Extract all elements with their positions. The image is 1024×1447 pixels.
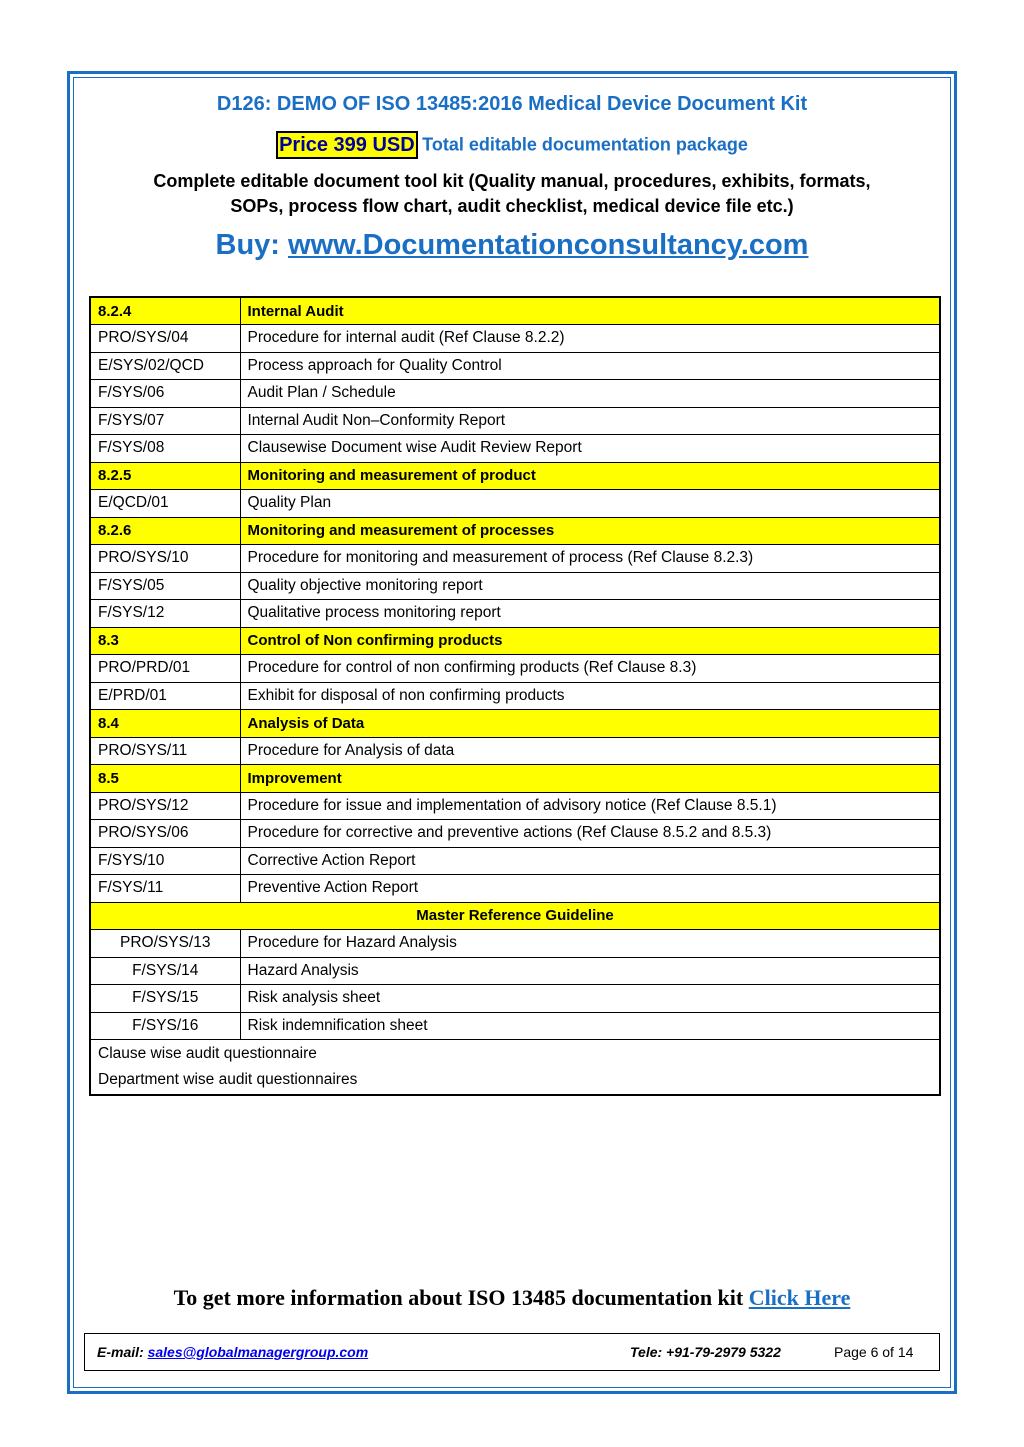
document-code: F/SYS/12 xyxy=(90,600,240,628)
table-row xyxy=(90,655,940,683)
section-header-row xyxy=(90,297,940,325)
footer-email xyxy=(97,1344,368,1360)
document-description: Procedure for control of non confirming products (Ref Clause 8.3) xyxy=(240,655,940,683)
table-row xyxy=(90,957,940,985)
table-row xyxy=(90,847,940,875)
table-row xyxy=(90,682,940,710)
document-code: E/QCD/01 xyxy=(90,490,240,518)
document-code: F/SYS/08 xyxy=(90,435,240,463)
questionnaire-item: Clause wise audit questionnaire xyxy=(90,1040,940,1068)
document-description: Qualitative process monitoring report xyxy=(240,600,940,628)
document-description: Hazard Analysis xyxy=(240,957,940,985)
price-badge: Price 399 USD xyxy=(276,131,418,159)
section-header-row xyxy=(90,462,940,490)
document-code: F/SYS/07 xyxy=(90,407,240,435)
more-info-text: To get more information about ISO 13485 documentation kit xyxy=(173,1285,744,1310)
document-code: F/SYS/05 xyxy=(90,572,240,600)
page-footer xyxy=(84,1333,940,1371)
table-row xyxy=(90,737,940,765)
table-row xyxy=(90,572,940,600)
document-code: F/SYS/10 xyxy=(90,847,240,875)
kit-description xyxy=(90,169,934,219)
section-number: 8.2.5 xyxy=(90,462,240,490)
document-description: Preventive Action Report xyxy=(240,875,940,903)
table-row xyxy=(90,380,940,408)
document-code: F/SYS/14 xyxy=(90,957,240,985)
document-code: PRO/SYS/11 xyxy=(90,737,240,765)
section-header-row xyxy=(90,517,940,545)
document-description: Process approach for Quality Control xyxy=(240,352,940,380)
document-code: PRO/PRD/01 xyxy=(90,655,240,683)
document-code: PRO/SYS/12 xyxy=(90,792,240,820)
master-reference-heading: Master Reference Guideline xyxy=(90,902,940,930)
kit-description-line-1: Complete editable document tool kit (Quality manual, procedures, exhibits, formats, xyxy=(153,171,871,191)
table-row xyxy=(90,1012,940,1040)
section-number: 8.2.6 xyxy=(90,517,240,545)
section-header-row xyxy=(90,765,940,793)
document-description: Procedure for Hazard Analysis xyxy=(240,930,940,958)
table-row xyxy=(90,820,940,848)
table-row xyxy=(90,490,940,518)
section-title: Monitoring and measurement of processes xyxy=(240,517,940,545)
table-row xyxy=(90,875,940,903)
master-reference-row xyxy=(90,902,940,930)
price-description: Total editable documentation package xyxy=(422,134,748,155)
table-row xyxy=(90,600,940,628)
section-header-row xyxy=(90,627,940,655)
document-description: Internal Audit Non–Conformity Report xyxy=(240,407,940,435)
document-description: Procedure for corrective and preventive actions (Ref Clause 8.5.2 and 8.5.3) xyxy=(240,820,940,848)
table-row xyxy=(90,792,940,820)
document-description: Risk indemnification sheet xyxy=(240,1012,940,1040)
section-number: 8.4 xyxy=(90,710,240,738)
table-row xyxy=(90,325,940,353)
document-code: PRO/SYS/04 xyxy=(90,325,240,353)
document-code: F/SYS/15 xyxy=(90,985,240,1013)
section-header-row xyxy=(90,710,940,738)
document-code: F/SYS/11 xyxy=(90,875,240,903)
footer-telephone: Tele: +91-79-2979 5322 xyxy=(630,1344,781,1360)
click-here-link[interactable]: Click Here xyxy=(748,1285,851,1310)
table-row xyxy=(90,545,940,573)
buy-website-link[interactable]: www.Documentationconsultancy.com xyxy=(288,229,809,261)
section-number: 8.3 xyxy=(90,627,240,655)
table-row xyxy=(90,930,940,958)
questionnaire-row xyxy=(90,1067,940,1095)
document-code: F/SYS/06 xyxy=(90,380,240,408)
more-info-line xyxy=(0,1285,1024,1311)
section-title: Monitoring and measurement of product xyxy=(240,462,940,490)
document-description: Risk analysis sheet xyxy=(240,985,940,1013)
document-description: Quality Plan xyxy=(240,490,940,518)
document-code: E/SYS/02/QCD xyxy=(90,352,240,380)
document-description: Procedure for monitoring and measurement of process (Ref Clause 8.2.3) xyxy=(240,545,940,573)
document-description: Audit Plan / Schedule xyxy=(240,380,940,408)
email-label: E-mail: xyxy=(97,1344,144,1360)
kit-description-line-2: SOPs, process flow chart, audit checklist, medical device file etc.) xyxy=(230,196,794,216)
document-list-body xyxy=(90,297,940,1095)
table-row xyxy=(90,435,940,463)
section-title: Analysis of Data xyxy=(240,710,940,738)
document-code: PRO/SYS/06 xyxy=(90,820,240,848)
document-description: Quality objective monitoring report xyxy=(240,572,940,600)
table-row xyxy=(90,352,940,380)
section-title: Control of Non confirming products xyxy=(240,627,940,655)
document-code: PRO/SYS/10 xyxy=(90,545,240,573)
page-number: Page 6 of 14 xyxy=(834,1344,914,1360)
price-line xyxy=(0,131,1024,159)
questionnaire-row xyxy=(90,1040,940,1068)
document-description: Procedure for Analysis of data xyxy=(240,737,940,765)
document-list-table xyxy=(89,296,941,1096)
buy-line xyxy=(0,229,1024,262)
section-title: Internal Audit xyxy=(240,297,940,325)
document-title: D126: DEMO OF ISO 13485:2016 Medical Device Document Kit xyxy=(216,93,808,115)
document-code: PRO/SYS/13 xyxy=(90,930,240,958)
section-title: Improvement xyxy=(240,765,940,793)
questionnaire-item: Department wise audit questionnaires xyxy=(90,1067,940,1095)
section-number: 8.2.4 xyxy=(90,297,240,325)
table-row xyxy=(90,407,940,435)
document-code: F/SYS/16 xyxy=(90,1012,240,1040)
document-code: E/PRD/01 xyxy=(90,682,240,710)
section-number: 8.5 xyxy=(90,765,240,793)
document-description: Clausewise Document wise Audit Review Report xyxy=(240,435,940,463)
email-link[interactable]: sales@globalmanagergroup.com xyxy=(147,1344,369,1360)
table-row xyxy=(90,985,940,1013)
document-description: Procedure for issue and implementation of advisory notice (Ref Clause 8.5.1) xyxy=(240,792,940,820)
document-description: Exhibit for disposal of non confirming products xyxy=(240,682,940,710)
document-description: Corrective Action Report xyxy=(240,847,940,875)
document-description: Procedure for internal audit (Ref Clause 8.2.2) xyxy=(240,325,940,353)
buy-label: Buy: xyxy=(215,229,280,261)
